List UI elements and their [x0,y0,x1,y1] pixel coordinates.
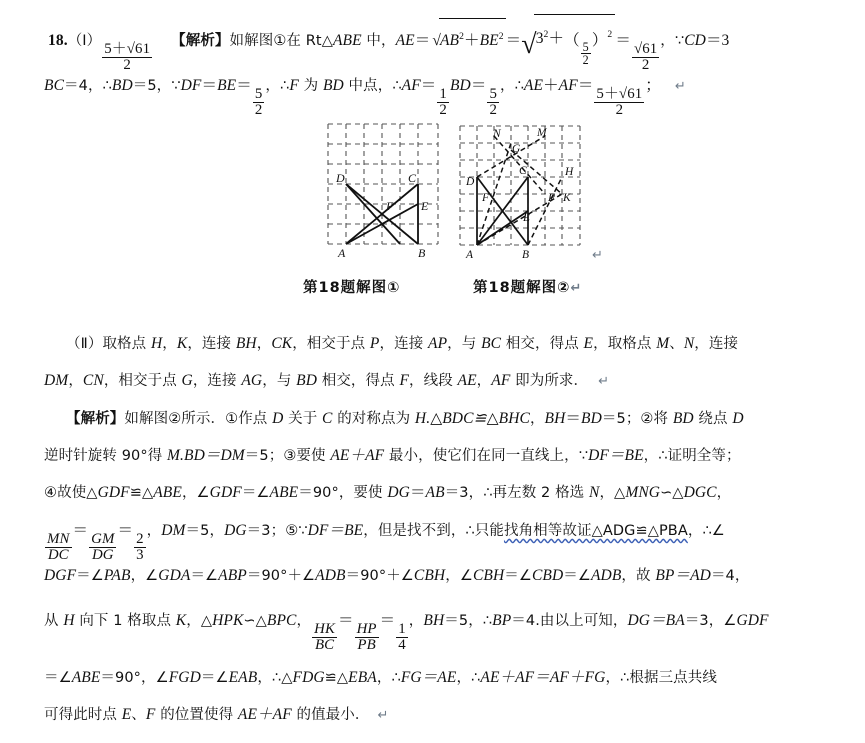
a2-pab: PAB [103,567,131,584]
p2-CK: CK [271,335,293,352]
a2-s28: ，∠ [130,568,159,584]
a2-f-pb: PB [357,637,376,654]
line2-df: DF [180,77,202,94]
a2-fraction-1-4 [396,622,408,653]
fig1-label-A: A [338,246,346,260]
a2-aeaf: AE＋AF [330,447,385,464]
fig2-label-M: M [537,127,547,139]
line2-f1-num: 5 [254,86,263,103]
a2-cbh2: CBH [472,567,505,584]
return-mark-2: ↵ [592,248,603,263]
figure-2-caption-text: 第18题解图② [473,280,571,296]
a2-bh2: BH [423,612,445,629]
a2-congruence-1: △BDC≌△BHC [430,410,530,427]
a2-bh: BH [544,410,566,427]
line2-f3-num: 5 [489,86,497,103]
line2-fraction-3 [487,87,499,118]
p2-BH: BH [235,335,257,352]
a2-bpad: BP＝AD [655,567,711,584]
a2-dgba: DG＝BA [627,612,685,629]
a2-dgc: DGC [683,484,717,501]
line1-text-1: 如解图①在 Rt△ [229,33,333,50]
a2-fdg: FDG [292,669,325,686]
a2-f-bc: BC [314,637,335,654]
p2-DM: DM [44,372,69,389]
p2-H: H [150,335,163,352]
a2-frac-gm: GM [91,531,115,548]
p2-K: K [176,335,188,352]
a2-c6: 、 [131,707,146,723]
a2-s32: ，∠ [445,568,473,584]
line2-t5: 中点，∴ [343,78,402,94]
line2-fraction-2 [437,87,449,118]
return-mark-5: ↵ [377,708,389,723]
a2-s54: 可得此时点 [44,707,122,723]
rad1-sup: 2 [459,30,464,42]
a2-s55: 的位置使得 [155,707,238,723]
a2-s20: ∽△ [660,485,684,501]
a2-eq1: ＝ [72,522,89,539]
a2-frac-2: 2 [136,531,144,548]
fig2-label-H: H [565,166,574,178]
a2-s14: ，∠ [181,485,210,501]
a2-H: H. [414,410,431,427]
line2-af: AF [401,77,421,94]
radical-ab2-be2: $√AB^2+BE^2$ [430,18,505,59]
line1-eq-3: ＝ [615,32,631,50]
a2-s46: ＝∠ [44,670,72,686]
a2-frac-mn: MN [47,531,70,548]
a2-cbh: CBH [413,567,446,584]
analysis2-line-5 [44,558,749,594]
a2-s8: 逆时针旋转 90°得 [44,448,168,464]
rad2-frac-num: 5 [582,39,589,54]
p2-E: E [583,335,594,352]
part-two-label: （Ⅱ） [66,336,103,352]
part-two-line-2 [44,363,609,400]
p2-c4: ， [68,373,83,389]
fig1-label-E: E [421,199,429,213]
p2-G: G [181,372,193,389]
rad1-ab: AB [439,32,460,50]
a2-s10: 最小，使它们在同一直线上，∵ [384,448,589,464]
a2-s3: 的对称点为 [332,411,415,427]
a2-s29: ＝∠ [190,568,219,584]
a2-gdf: GDF [97,484,130,501]
a2-fraction-hk-bc [312,622,337,653]
p2-BD: BD [296,372,318,389]
fig2-label-N: N [493,128,501,140]
a2-f-hp: HP [356,621,377,638]
a2-abp: ABP [218,567,247,584]
p2-c3: 、 [669,336,684,352]
a2-s12: ④故使△ [44,485,98,501]
a2-dg: DG [387,484,410,501]
a2-s19: ，△ [599,485,626,501]
line2-af2: AF [558,77,578,94]
fig2-label-G: G [512,143,521,155]
line1-abe: ABE [332,32,362,50]
a2-m-bd-dm: M.BD＝DM [167,447,245,464]
a2-s1: 如解图②所示．①作点 [124,411,273,427]
fig2-label-F: F [482,192,490,204]
line2-f3-den: 2 [489,102,497,119]
line2-bd: BD [111,77,133,94]
line2-t1: ＝4，∴ [64,78,112,94]
a2-eq3: ＝ [337,612,354,629]
a2-f-hk: HK [314,621,335,638]
p2-t-n: 即为所求． [510,373,589,389]
rad2-three: 3 [535,30,544,48]
a2-bp2: BP [492,612,512,629]
p2-t-f: 相交，得点 [501,336,584,352]
p2-c2: ， [256,336,272,352]
a2-gdf2: GDF [209,484,242,501]
p2-AG: AG [241,372,263,389]
figure-1-svg [322,118,444,264]
analysis2-line-2 [44,438,741,474]
a2-aeaf2: AE＋AF＝AF＋FG [480,669,606,686]
line2-eq4: ＝ [470,77,487,94]
line2-f4-den: 2 [615,102,624,119]
line2-bc: BC [44,77,65,94]
a2-s17: ＝ [409,484,426,501]
fig2-label-C: C [519,165,527,177]
return-mark-3: ↵ [570,281,583,296]
a2-adb2: ADB [590,567,622,584]
p2-t-d: ，连接 [379,336,429,352]
a2-eba: EBA [348,669,377,686]
a2-s21: ， [716,485,732,501]
a2-s5: ＝ [565,410,582,427]
a2-f-4: 4 [398,637,406,654]
a2-s7: 绕点 [693,411,733,427]
a2-eab: EAB [228,669,258,686]
p2-t-b: ，连接 [187,336,236,352]
p2-c5: ， [476,373,492,389]
a2-s15: ＝∠ [241,485,270,501]
fig2-label-D: D [466,176,475,188]
a2-abe3: ABE [71,669,101,686]
line2-eq3: ＝ [420,77,437,94]
analysis-tag-1: 【解析】 [171,33,230,50]
analysis2-line-8 [44,697,389,734]
p2-N: N [683,335,695,352]
analysis2-line-3 [44,475,731,511]
fig2-label-P: P [548,192,556,204]
a2-s11: ，∴证明全等； [643,448,741,464]
p2-CN: CN [82,372,104,389]
fig2-label-E: E [523,212,531,224]
a2-frac-dc: DC [47,547,69,564]
a2-wavy-emphasis: 找角相等故证△ADG≌△PBA [503,523,688,539]
p2-t-e: ，与 [447,336,482,352]
rad2-plus: ＋ [548,30,565,48]
a2-s30: ＝90°＋∠ [246,568,316,584]
a2-s34: ＝∠ [563,568,591,584]
a2-fgae: FG＝AE [400,669,457,686]
a2-s45: ＝3，∠ [684,613,737,629]
answer-fraction-denominator: 2 [123,57,131,74]
rad1-sup2: 2 [498,30,504,42]
a2-s23: ＝5， [185,523,225,539]
a2-bd: BD [581,410,602,427]
a2-s50: ≌△ [324,670,349,686]
a2-s24: ＝3；⑤∵ [246,523,308,539]
p2-t-l: 相交，得点 [317,373,400,389]
rad1-be: BE [479,32,499,50]
a2-s44: ＝4.由以上可知， [511,613,628,629]
line2-eq5: ＝ [577,77,594,94]
return-mark-1: ↵ [674,79,686,94]
a2-s38: 向下 1 格取点 [74,613,176,629]
p2-t-i: ，相交于点 [103,373,182,389]
a2-aeaf3: AE＋AF [237,706,292,723]
a2-gdf3: GDF [736,612,769,629]
p2-BC: BC [481,335,502,352]
a2-k2: K [175,612,187,629]
a2-s56: 的值最小． [291,707,370,723]
a2-s52: ，∴ [456,670,481,686]
a2-adb: ADB [315,567,346,584]
p2-c1: ， [162,336,177,352]
figure-2-svg [452,116,588,266]
line2-bd2: BD [322,77,344,94]
line2-f4-num: 5＋√61 [596,86,643,103]
p2-t-a: 取格点 [102,336,151,352]
analysis2-line-7 [44,660,717,696]
a2-s47: ＝90°，∠ [100,670,169,686]
a2-s41: ， [296,613,312,629]
a2-s16: ＝90°，要使 [298,485,388,501]
line2-eq2: ＝ [236,77,252,94]
line2-f1-den: 2 [254,102,263,119]
line2-bd3: BD [449,77,471,94]
a2-s2: 关于 [283,411,323,427]
a2-s42: ， [408,613,424,629]
a2-dm2: DM [161,522,186,539]
a2-dgf: DGF [44,567,77,584]
a2-eq4: ＝ [379,612,396,629]
a2-mng: MNG [625,484,661,501]
line2-f2-num: 1 [439,86,447,103]
a2-hpk: HPK [212,612,244,629]
fig2-label-A: A [466,249,474,261]
line2-be: BE [217,77,237,94]
figure-2-labels [465,127,574,261]
line2-semicolon: ； [645,77,661,94]
a2-s4: ， [529,411,545,427]
rad2-paren-fraction: （ $\frac{5}{2}$ ） [564,31,608,68]
a2-dg2: DG [224,522,247,539]
a2-frac-3: 3 [136,547,144,564]
line1-ae: AE [395,32,415,50]
a2-s27: ＝∠ [76,568,104,584]
a2-s35: ，故 [621,568,656,584]
line1-text-3: ，∵ [660,33,685,50]
analysis2-line-4 [44,513,725,564]
a2-s36: ＝4， [710,568,750,584]
a2-s22: ， [146,523,162,539]
fig1-label-C: C [408,171,417,185]
solution-line-2 [44,68,686,119]
return-mark-4: ↵ [598,374,610,389]
a2-s43: ＝5，∴ [444,613,493,629]
line2-f2-den: 2 [439,102,447,119]
a2-dfbe: DF＝BE [588,447,644,464]
a2-s39: ，△ [186,613,213,629]
fig2-label-K: K [563,192,571,204]
figure-2 [452,116,588,266]
result-fraction-num: √61 [633,41,658,58]
line2-eq1: ＝ [201,77,218,94]
a2-cbd: CBD [531,567,564,584]
line1-cd: CD [684,32,706,50]
a2-ab: AB [425,484,445,501]
rad1-plus: ＋ [464,32,480,50]
a2-fraction-hp-pb [355,622,379,653]
figure-1 [322,118,444,264]
line2-f: F [289,77,299,94]
fig1-label-F: F [386,199,394,213]
rad2-sup: 2 [607,29,613,40]
a2-abe2: ABE [269,484,299,501]
line1-eq-1: ＝ [414,32,431,50]
a2-n: N [589,484,600,501]
a2-s13: ≌△ [129,485,154,501]
a2-dfbe2: DF＝BE [307,522,364,539]
p2-t-g: ，取格点 [593,336,657,352]
figure-2-caption [473,276,582,297]
p2-P: P [369,335,380,352]
fig1-label-D: D [336,171,345,185]
rad2-three-sup: 2 [543,29,549,40]
a2-C: C [322,410,333,427]
p2-F: F [399,372,410,389]
a2-s40: ∽△ [243,613,267,629]
a2-frac-dg: DG [91,547,114,564]
p2-t-c: ，相交于点 [292,336,370,352]
a2-h2: H [63,612,75,629]
line1-eq-2: ＝ [505,32,522,50]
line1-text-2: 中， [361,33,396,50]
a2-s9: ＝5；③要使 [244,448,331,464]
p2-t-h: ，连接 [694,336,739,352]
line2-fraction-4 [594,87,644,118]
radical-3-2-plus: $√3^2+$（ $\frac{5}{2}$ ）$^2$ [521,14,615,66]
a2-s18: ＝3，∴再左数 2 格选 [444,485,589,501]
p2-AE: AE [457,372,477,389]
line2-fraction-1 [253,87,265,118]
line1-cd-value: ＝3 [705,32,730,50]
p2-M: M [656,335,670,352]
a2-s26: ，∴∠ [687,523,725,539]
a2-eq2: ＝ [117,522,134,539]
solution-line-1 [48,14,729,74]
analysis-tag-2: 【解析】 [66,411,125,427]
analysis2-line-6 [44,603,769,654]
a2-bpc: BPC [266,612,297,629]
a2-gda: GDA [158,567,191,584]
line2-ae: AE [523,77,544,94]
a2-s31: ＝90°＋∠ [345,568,414,584]
a2-f-1: 1 [398,621,406,638]
analysis2-line-1 [44,401,744,437]
result-fraction-den: 2 [641,57,650,74]
p2-AP: AP [428,335,448,352]
figure-1-caption: 第18题解图① [303,280,401,296]
line2-t4: 为 [298,78,323,94]
a2-BD: BD [672,410,694,427]
a2-abe: ABE [153,484,182,501]
a2-s53: ，∴根据三点共线 [605,670,717,686]
a2-D: D [272,410,284,427]
p2-AF: AF [491,372,511,389]
line2-t6: ，∴ [499,78,524,94]
line2-t3: ，∴ [265,78,290,94]
a2-f2: F [145,706,156,723]
a2-s6: ＝5；②将 [601,411,673,427]
p2-t-k: ，与 [262,373,297,389]
figure-2-solid-segments [477,177,531,245]
a2-e2: E [121,706,132,723]
a2-s48: ＝∠ [200,670,229,686]
a2-fgd: FGD [168,669,201,686]
line2-plus: ＋ [543,77,559,94]
a2-s51: ，∴ [376,670,401,686]
a2-s49: ，∴△ [257,670,293,686]
p2-t-m: ，线段 [409,373,458,389]
fig1-label-B: B [418,246,426,260]
a2-s33: ＝∠ [504,568,532,584]
part-two-line-1 [44,326,738,362]
answer-fraction-numerator: 5＋√61 [104,41,151,58]
p2-t-j: ，连接 [192,373,242,389]
part-one-label: （Ⅰ） [67,33,102,50]
line2-t2: ＝5，∵ [132,78,181,94]
rad2-frac-den: 2 [582,53,589,68]
problem-number: 18. [48,32,68,50]
fig2-label-B: B [522,249,530,261]
a2-s37: 从 [44,613,64,629]
a2-s25: ，但是找不到，∴只能 [363,523,504,539]
a2-D2: D [732,410,744,427]
